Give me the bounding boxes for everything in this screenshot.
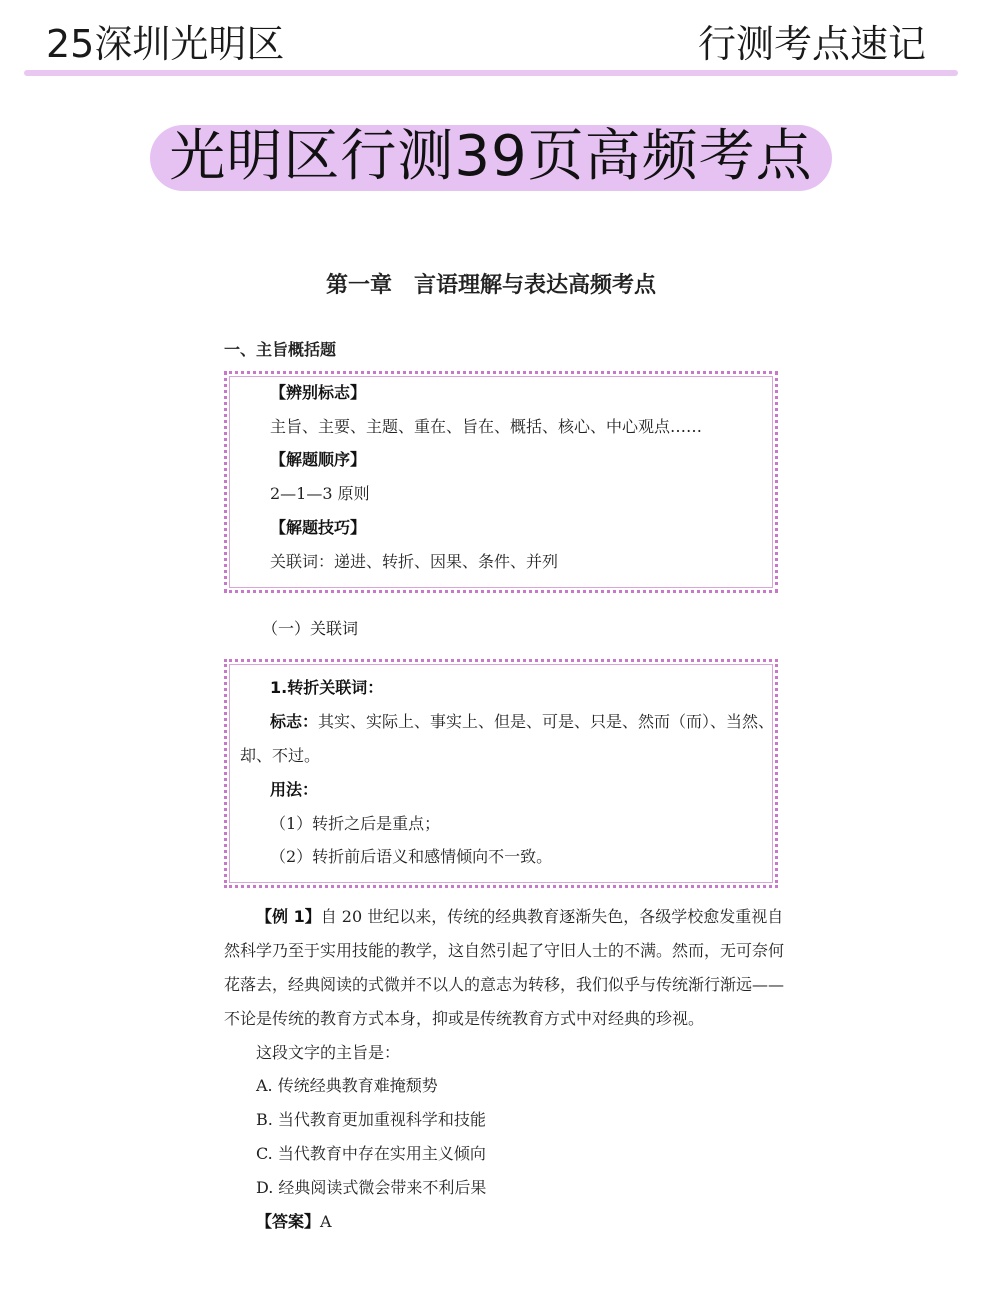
banner-title: 光明区行测39页高频考点 <box>169 124 813 189</box>
example-line-1 <box>256 904 783 930</box>
option-b: B. 当代教育更加重视科学和技能 <box>256 1110 486 1129</box>
identify-label: 【辨别标志】 <box>270 383 367 402</box>
example-line-3: 花落去，经典阅读的式微并不以人的意志为转移，我们似乎与传统渐行渐远—— <box>224 975 785 994</box>
answer-line <box>256 1209 332 1235</box>
option-a: A. 传统经典教育难掩颓势 <box>256 1076 438 1095</box>
identify-text: 主旨、主要、主题、重在、旨在、概括、核心、中心观点…… <box>270 417 703 436</box>
tips-label: 【解题技巧】 <box>270 518 367 537</box>
marker-line <box>270 709 774 735</box>
header-divider <box>24 70 958 76</box>
usage-item-1: （1）转折之后是重点； <box>270 814 441 833</box>
marker-text-cont: 却、不过。 <box>240 746 321 765</box>
example-line-2: 然科学乃至于实用技能的教学，这自然引起了守旧人士的不满。然而，无可奈何 <box>224 941 785 960</box>
usage-label: 用法： <box>270 780 319 799</box>
tips-text: 关联词：递进、转折、因果、条件、并列 <box>270 552 559 571</box>
header-left-title: 25深圳光明区 <box>46 22 285 66</box>
subsection-title: （一）关联词 <box>262 619 359 638</box>
marker-text: 其实、实际上、事实上、但是、可是、只是、然而（而）、当然、 <box>318 712 775 731</box>
header-right-title: 行测考点速记 <box>697 22 926 66</box>
usage-item-2: （2）转折前后语义和感情倾向不一致。 <box>270 847 553 866</box>
question-stem: 这段文字的主旨是： <box>256 1043 401 1062</box>
section-title: 一、主旨概括题 <box>224 340 337 359</box>
example-label: 【例 1】 <box>256 907 321 926</box>
answer-label: 【答案】 <box>256 1212 321 1231</box>
option-c: C. 当代教育中存在实用主义倾向 <box>256 1144 486 1163</box>
chapter-title: 第一章 言语理解与表达高频考点 <box>325 273 656 298</box>
order-label: 【解题顺序】 <box>270 450 367 469</box>
example-text-1: 自 20 世纪以来，传统的经典教育逐渐失色，各级学校愈发重视自 <box>320 907 784 926</box>
item-title: 1.转折关联词： <box>270 678 384 697</box>
answer-value: A <box>320 1212 332 1231</box>
order-text: 2—1—3 原则 <box>270 484 370 503</box>
option-d: D. 经典阅读式微会带来不利后果 <box>256 1178 487 1197</box>
marker-label: 标志： <box>270 712 319 731</box>
example-line-4: 不论是传统的教育方式本身，抑或是传统教育方式中对经典的珍视。 <box>224 1009 705 1028</box>
